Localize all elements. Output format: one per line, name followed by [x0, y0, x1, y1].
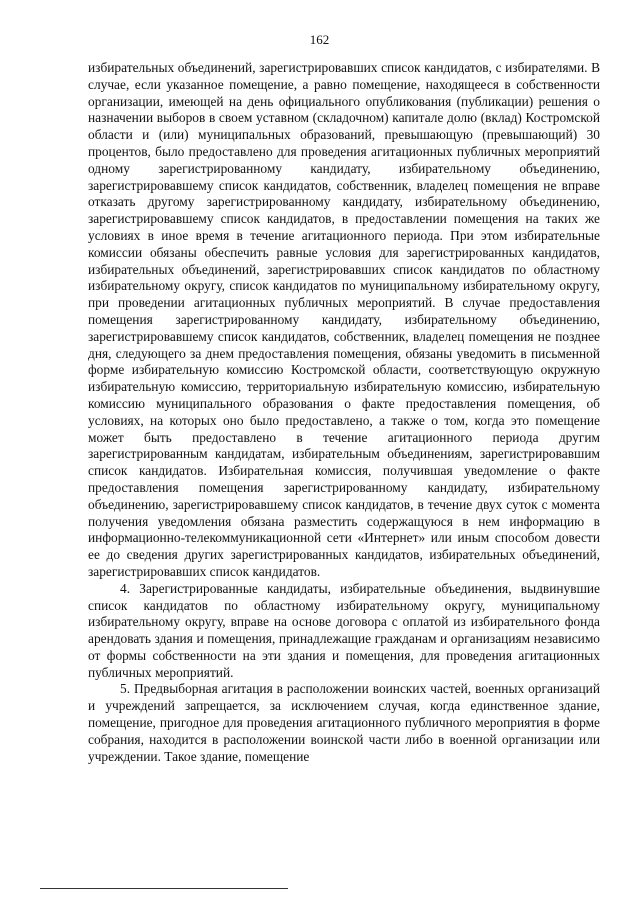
paragraph-item-4: 4. Зарегистрированные кандидаты, избирательные объединения, выдвинувшие список кандидатов по областному избирательному округу, муниципальному избирательному округу, вправе на основе договора с оплатой из избирательного фонда арендовать здания и помещения, принадлежащие гражданам и организациям независимо от формы собственности на эти здания и помещения, для проведения агитационных публичных мероприятий.	[88, 580, 600, 680]
paragraph-continuation: избирательных объединений, зарегистрировавших список кандидатов, с избирателями. В случае, если указанное помещение, а равно помещение, находящееся в собственности организации, имеющей на день официального опубликования (публикации) решения о назначении выборов в своем уставном (складочном) капитале долю (вклад) Костромской области и (или) муниципальных образований, превышающую (превышающий) 30 процентов, было предоставлено для проведения агитационных публичных мероприятий одному зарегистрированному кандидату, избирательному объединению, зарегистрировавшему список кандидатов, собственник, владелец помещения не вправе отказать другому зарегистрированному кандидату, избирательному объединению, зарегистрировавшему список кандидатов, в предоставлении помещения на таких же условиях в иное время в течение агитационного периода. При этом избирательные комиссии обязаны обеспечить равные условия для зарегистрированных кандидатов, избирательных объединений, зарегистрировавших список кандидатов по областному избирательному округу, список кандидатов по муниципальному избирательному округу, при проведении агитационных публичных мероприятий. В случае предоставления помещения зарегистрированному кандидату, избирательному объединению, зарегистрировавшему список кандидатов, собственник, владелец помещения не позднее дня, следующего за днем предоставления помещения, обязаны уведомить в письменной форме избирательную комиссию Костромской области, соответствующую окружную избирательную комиссию, территориальную избирательную комиссию, избирательную комиссию муниципального образования о факте предоставления помещения, об условиях, на которых оно было предоставлено, а также о том, когда это помещение может быть предоставлено в течение агитационного периода другим зарегистрированным кандидатам, избирательным объединениям, зарегистрировавшим список кандидатов. Избирательная комиссия, получившая уведомление о факте предоставления помещения зарегистрированному кандидату, избирательному объединению, зарегистрировавшему список кандидатов, в течение двух суток с момента получения уведомления обязана разместить содержащуюся в нем информацию в информационно-телекоммуникационной сети «Интернет» или иным способом довести ее до сведения других зарегистрированных кандидатов, избирательных объединений, зарегистрировавших список кандидатов.	[88, 60, 600, 579]
footer-divider	[40, 888, 288, 889]
document-text-body	[88, 60, 600, 765]
paragraph-item-5: 5. Предвыборная агитация в расположении воинских частей, военных организаций и учреждений запрещается, за исключением случая, когда единственное здание, помещение, пригодное для проведения агитационного публичного мероприятия в форме собрания, находится в расположении воинской части либо в военной организации или учреждении. Такое здание, помещение	[88, 681, 600, 764]
page-number: 162	[309, 32, 330, 47]
